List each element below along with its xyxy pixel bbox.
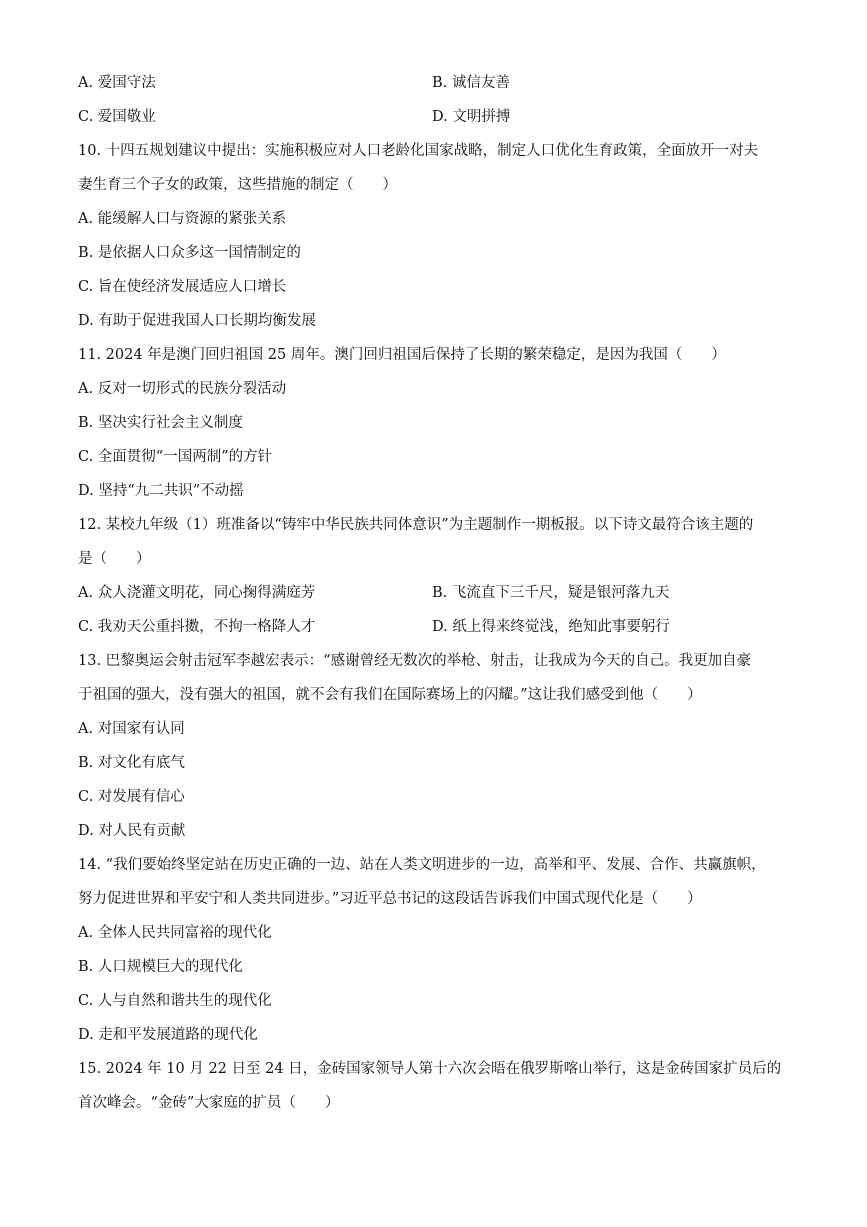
q11-option-b: B. 坚决实行社会主义制度: [78, 415, 243, 431]
q10-option-a: A. 能缓解人口与资源的紧张关系: [78, 211, 287, 227]
q9-option-c: C. 爱国敬业: [78, 109, 156, 125]
q11-option-d: D. 坚持“九二共识”不动摇: [78, 483, 244, 499]
q12-stem-line1: 12. 某校九年级（1）班准备以“铸牢中华民族共同体意识”为主题制作一期板报。以下诗文最符合该主题的: [78, 517, 754, 533]
q11-stem-line1: 11. 2024 年是澳门回归祖国 25 周年。澳门回归祖国后保持了长期的繁荣稳定，是因为我国（ ）: [78, 347, 726, 363]
q13-stem-line2: 于祖国的强大，没有强大的祖国，就不会有我们在国际赛场上的闪耀。”这让我们感受到他（ ）: [78, 687, 702, 703]
q10-option-d: D. 有助于促进我国人口长期均衡发展: [78, 313, 316, 329]
q13-option-d: D. 对人民有贡献: [78, 823, 186, 839]
q14-option-b: B. 人口规模巨大的现代化: [78, 959, 243, 975]
q14-stem-line1: 14. “我们要始终坚定站在历史正确的一边、站在人类文明进步的一边，高举和平、发展、合作、共赢旗帜，: [78, 857, 766, 873]
q10-option-c: C. 旨在使经济发展适应人口增长: [78, 279, 287, 295]
q12-option-c: C. 我劝天公重抖擞，不拘一格降人才: [78, 619, 316, 635]
q10-stem-line1: 10. 十四五规划建议中提出：实施积极应对人口老龄化国家战略，制定人口优化生育政策，全面放开一对夫: [78, 143, 759, 159]
q11-option-a: A. 反对一切形式的民族分裂活动: [78, 381, 287, 397]
q12-option-a: A. 众人浇灌文明花，同心掬得满庭芳: [78, 585, 316, 601]
q12-option-d: D. 纸上得来终觉浅，绝知此事要躬行: [432, 619, 670, 635]
q11-option-c: C. 全面贯彻“一国两制”的方针: [78, 449, 273, 465]
q9-option-a: A. 爱国守法: [78, 75, 156, 91]
q13-option-c: C. 对发展有信心: [78, 789, 185, 805]
q12-option-b: B. 飞流直下三千尺，疑是银河落九天: [432, 585, 670, 601]
q12-stem-line2: 是（ ）: [78, 551, 151, 567]
q13-option-b: B. 对文化有底气: [78, 755, 185, 771]
q15-stem-line1: 15. 2024 年 10 月 22 日至 24 日，金砖国家领导人第十六次会晤在俄罗斯喀山举行，这是金砖国家扩员后的: [78, 1061, 782, 1077]
q9-option-b: B. 诚信友善: [432, 75, 510, 91]
q10-option-b: B. 是依据人口众多这一国情制定的: [78, 245, 301, 261]
q14-option-a: A. 全体人民共同富裕的现代化: [78, 925, 272, 941]
q15-stem-line2: 首次峰会。“金砖”大家庭的扩员（ ）: [78, 1095, 340, 1111]
q14-option-c: C. 人与自然和谐共生的现代化: [78, 993, 272, 1009]
q10-stem-line2: 妻生育三个子女的政策，这些措施的制定（ ）: [78, 177, 397, 193]
q13-stem-line1: 13. 巴黎奥运会射击冠军李越宏表示：“感谢曾经无数次的举枪、射击，让我成为今天的自己。我更加自豪: [78, 653, 752, 669]
q9-option-d: D. 文明拼搏: [432, 109, 511, 125]
q14-stem-line2: 努力促进世界和平安宁和人类共同进步。”习近平总书记的这段话告诉我们中国式现代化是（ ）: [78, 891, 702, 907]
q14-option-d: D. 走和平发展道路的现代化: [78, 1027, 258, 1043]
q13-option-a: A. 对国家有认同: [78, 721, 185, 737]
